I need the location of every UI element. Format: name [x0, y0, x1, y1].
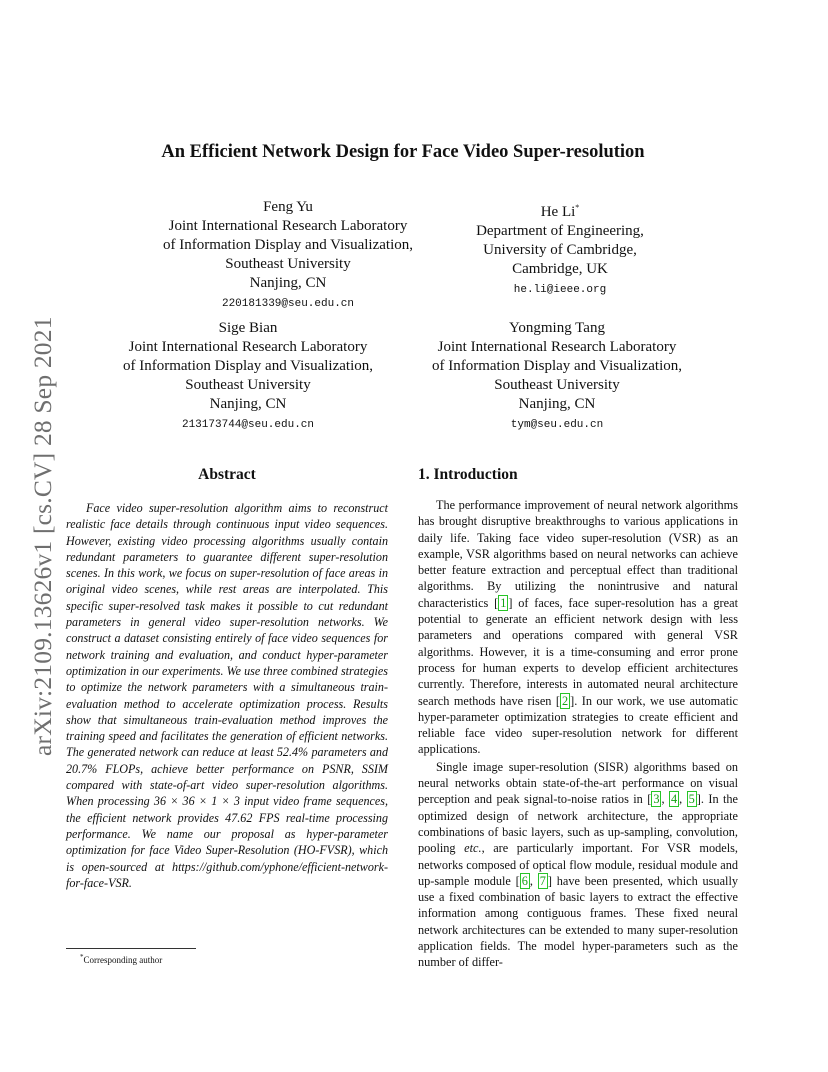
author-block-sige-bian [107, 319, 389, 435]
citation-link[interactable]: 6 [521, 873, 528, 888]
citation-link[interactable]: 4 [670, 792, 678, 807]
citation-link[interactable]: 7 [539, 873, 546, 888]
citation-link[interactable]: 5 [688, 792, 695, 807]
footnote-corresponding-author: *Corresponding author [80, 953, 163, 965]
citation-link[interactable]: 3 [653, 792, 660, 807]
author-affiliation-line: Cambridge, UK [512, 261, 608, 277]
citation-link[interactable]: 2 [561, 693, 569, 708]
introduction-heading: 1. Introduction [418, 466, 518, 483]
citation-link[interactable]: 1 [500, 595, 507, 610]
paper-title: An Efficient Network Design for Face Video Super-resolution [161, 142, 645, 162]
abstract-text: Face video super-resolution algorithm aims to reconstruct realistic face details through continuous input video sequences. However, existing video processing algorithms usually contain redundant parameters to guarantee different super-resolution scenes. In this work, we focus on super-resolution of face areas in original video scenes, while rest areas are interpolated. This specific super-resolved task makes it possible to cut redundant parameters in general video super-resolution networks. We construct a dataset consisting entirely of face video sequences for network training and evaluation, and conduct hyper-parameter optimization in our experiments. We use three combined strategies to optimize the network parameters with a simultaneous train-evaluation method to accelerate optimization process. Results show that simultaneous train-evaluation method improves the training speed and facilitates the generation of efficient networks. The generated network can reduce at least 52.4% parameters and 20.7% FLOPs, achieve better performance on PSNR, SSIM compared with state-of-art video super-resolution algorithms. When processing 36 × 36 × 1 × 3 input video frame sequences, the efficient network provides 47.62 FPS real-time processing performance. We name our proposal as hyper-parameter optimization for face Video Super-Resolution (HO-FVSR), which is open-sourced at https://github.com/yphone/efficient-network-for-face-VSR. [66, 501, 388, 890]
author-affiliation-line: Nanjing, CN [249, 275, 327, 291]
author-affiliation-line: Department of Engineering, [476, 223, 644, 239]
intro-paragraph-2: Single image super-resolution (SISR) algorithms based on neural networks obtain state-of-the-art performance on visual perception and peak signal-to-noise ratios in [ 3 , 4 , 5 ]. In the optimized design of network architecture, the appropriate combinations of basic layers, such as up-sampling, convolution, pooling etc., are particularly important. For VSR models, networks composed of optical flow module, residual module and up-sample module [ 6 , 7 ] have been presented, which usually use a fixed combination of basic layers to extract the effective information among contiguous frames. These fixed neural network architectures can be extended to many super-resolution application fields. The model hyper-parameters such as the number of differ- [418, 759, 739, 970]
author-affiliation-line: Joint International Research Laboratory [128, 339, 368, 355]
author-affiliation-line: of Information Display and Visualization, [162, 237, 414, 253]
author-email: 220181339@seu.edu.cn [221, 298, 355, 310]
author-affiliation-line: Joint International Research Laboratory [437, 339, 677, 355]
author-email: tym@seu.edu.cn [510, 419, 604, 431]
corresponding-mark: * [575, 203, 580, 212]
author-affiliation-line: Southeast University [185, 377, 311, 393]
introduction-body [418, 497, 738, 971]
author-affiliation-line: of Information Display and Visualization, [122, 358, 374, 374]
author-name: Feng Yu [263, 199, 313, 215]
author-name: He Li* [540, 203, 580, 220]
author-affiliation-line: Nanjing, CN [518, 396, 596, 412]
author-affiliation-line: University of Cambridge, [483, 242, 637, 258]
arxiv-identifier: arXiv:2109.13626v1 [cs.CV] 28 Sep 2021 [28, 316, 57, 756]
author-name: Yongming Tang [509, 320, 605, 336]
author-affiliation-line: Southeast University [225, 256, 351, 272]
author-affiliation-line: Joint International Research Laboratory [168, 218, 408, 234]
author-email: 213173744@seu.edu.cn [181, 419, 315, 431]
footnote-divider [66, 948, 196, 949]
author-block-he-li [458, 198, 662, 300]
abstract-heading: Abstract [198, 466, 256, 483]
author-affiliation-line: of Information Display and Visualization, [431, 358, 683, 374]
intro-paragraph-1: The performance improvement of neural network algorithms has brought disruptive breakthroughs to various applications in daily life. Taking face video super-resolution (VSR) as an example, VSR algorithms based on neural networks can achieve better feature extraction and perceptual effect than traditional algorithms. By utilizing the nonintrusive and natural characteristics [ 1 ] of faces, face super-resolution has a great potential to generate an efficient network design with less parameters and operations compared with general VSR algorithms. However, it is a time-consuming and error prone process for human experts to develop efficient architectures currently. Therefore, interests in automated neural architecture search methods have risen [ 2 ]. In our work, we use automatic hyper-parameter optimization strategies to create efficient and reliable face video super-resolution network for different applications. [418, 498, 738, 757]
author-block-yongming-tang [416, 319, 698, 435]
author-email: he.li@ieee.org [513, 284, 607, 296]
author-affiliation-line: Southeast University [494, 377, 620, 393]
author-name: Sige Bian [218, 320, 278, 336]
author-affiliation-line: Nanjing, CN [209, 396, 287, 412]
author-block-feng-yu [148, 198, 428, 314]
